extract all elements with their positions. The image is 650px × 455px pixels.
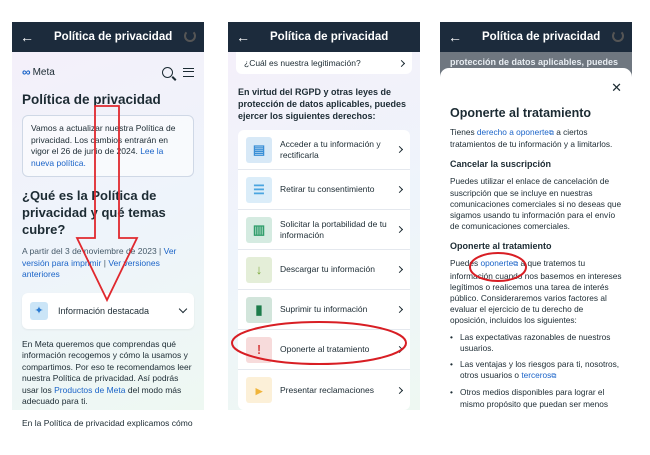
flag-icon: ▸	[246, 377, 272, 403]
sheet-title: Oponerte al tratamiento	[450, 106, 591, 120]
right-item[interactable]	[238, 170, 410, 210]
right-item-label: Presentar reclamaciones	[280, 384, 375, 395]
external-link-icon: ⧉	[551, 373, 557, 381]
chevron-down-icon	[179, 305, 187, 313]
right-item-label: Acceder a tu información y rectificarla	[280, 138, 381, 160]
back-arrow-icon[interactable]: ←	[236, 29, 250, 45]
meta-logo[interactable]	[22, 65, 55, 79]
right-item-label: Solicitar la portabilidad de tu información	[280, 218, 387, 240]
chevron-right-icon	[396, 346, 403, 353]
bullet-expectations: • Las expectativas razonables de nuestros usuarios.	[450, 332, 622, 354]
right-item[interactable]	[238, 250, 410, 290]
legitimation-item[interactable]	[236, 52, 412, 74]
object-text-start: Puedes	[450, 258, 479, 269]
unsubscribe-text: Puedes utilizar el enlace de cancelación de suscripción que se incluye en nuestras comunicaciones comerciales si no deseas que sigamos usando tu información para el envío de comunicaciones comerciales.	[450, 176, 622, 232]
rights-list	[238, 130, 410, 410]
object-text-end: a que tratemos tu información cuando nos basemos en intereses legítimos o realicemos una tarea de interés público. Consideraremos varios factores al evaluar el ejercicio de tu derecho de oposición, incluidos los siguientes:	[450, 258, 622, 326]
alert-icon: !	[246, 337, 272, 363]
trash-icon: ▮	[246, 297, 272, 323]
chevron-right-icon	[396, 226, 403, 233]
meta-products-link[interactable]: Productos de Meta	[54, 384, 126, 395]
bullet-other-means: • Otros medios disponibles para lograr el mismo propósito que puedan ser menos	[450, 387, 622, 409]
top-bar	[228, 22, 420, 52]
close-icon[interactable]: ✕	[611, 80, 622, 95]
chevron-right-icon	[396, 386, 403, 393]
right-item[interactable]	[238, 130, 410, 170]
date-separator: |	[103, 257, 106, 268]
screen-privacy-policy	[12, 22, 204, 428]
legitimation-label: ¿Cuál es nuestra legitimación?	[244, 58, 361, 68]
right-item[interactable]	[238, 210, 410, 250]
meta-infinity-icon: ∞	[22, 65, 31, 79]
intro-paragraph	[22, 339, 194, 408]
previous-versions-link[interactable]: Ver versiones anteriores	[22, 257, 160, 279]
print-version-link[interactable]: Ver versión para imprimir	[22, 246, 177, 268]
section-title: ¿Qué es la Política de privacidad y qué temas cubre?	[22, 188, 166, 237]
update-notice	[22, 115, 194, 177]
object-text	[450, 258, 622, 326]
chevron-right-icon	[398, 59, 405, 66]
chevron-right-icon	[396, 306, 403, 313]
right-item-label: Suprimir tu información	[280, 304, 368, 314]
featured-label: Información destacada	[58, 305, 150, 316]
background-text: protección de datos aplicables, puedes	[450, 57, 619, 67]
back-arrow-icon[interactable]: ←	[448, 29, 462, 45]
chevron-right-icon	[396, 186, 403, 193]
page-content	[12, 52, 204, 428]
top-bar	[440, 22, 632, 52]
header-title: Política de privacidad	[482, 31, 601, 43]
external-link-icon: ⧉	[548, 130, 554, 137]
date-info	[22, 246, 194, 281]
download-icon: ↓	[246, 257, 272, 283]
bullet-advantages-text: Las ventajas y los riesgos para ti, nosotros, otros usuarios o	[460, 359, 620, 381]
third-parties-link[interactable]: terceros	[521, 370, 552, 381]
object-link[interactable]: oponerte	[480, 258, 514, 269]
sheet-intro	[450, 127, 622, 150]
header-title: Política de privacidad	[54, 31, 173, 43]
right-item-label: Retirar tu consentimiento	[280, 184, 375, 194]
featured-info-accordion[interactable]	[22, 293, 194, 329]
second-paragraph: En la Política de privacidad explicamos cómo	[22, 417, 193, 428]
intro-text: Tienes	[450, 127, 475, 137]
notice-text: Vamos a actualizar nuestra Política de privacidad. Los cambios entrarán en vigor el 26 de junio de 2024.	[31, 123, 176, 156]
date-text: A partir del 3 de noviembre de 2023 |	[22, 246, 162, 256]
bullet-advantages	[450, 359, 622, 382]
top-bar	[12, 22, 204, 52]
right-item[interactable]	[238, 290, 410, 330]
new-policy-link[interactable]: Lee la nueva política.	[31, 146, 164, 168]
page-title: Política de privacidad	[22, 92, 161, 107]
back-arrow-icon[interactable]: ←	[20, 29, 34, 45]
right-item-label: Oponerte al tratamiento	[280, 344, 370, 354]
page-content	[228, 52, 420, 410]
right-to-object-link[interactable]: derecho a oponerte	[476, 127, 549, 137]
bottom-sheet	[440, 68, 632, 410]
sparkle-icon: ✦	[30, 302, 48, 320]
object-heading: Oponerte al tratamiento	[450, 241, 552, 252]
intro-text-end: a ciertos tratamientos de tu información y a limitarlos.	[450, 127, 613, 150]
right-item[interactable]	[238, 330, 410, 370]
chevron-right-icon	[396, 266, 403, 273]
menu-icon[interactable]	[183, 68, 194, 77]
list-icon: ☰	[246, 177, 272, 203]
reload-icon[interactable]	[184, 30, 196, 42]
logo-text: Meta	[32, 66, 55, 78]
book-icon: ▥	[246, 217, 272, 243]
right-item[interactable]	[238, 370, 410, 410]
search-icon[interactable]	[162, 67, 173, 78]
intro-text-end: del modo más adecuado para ti.	[22, 384, 182, 406]
chevron-right-icon	[396, 146, 403, 153]
unsubscribe-heading: Cancelar la suscripción	[450, 159, 552, 170]
rights-intro: En virtud del RGPD y otras leyes de protección de datos aplicables, puedes ejercer los siguientes derechos:	[238, 87, 407, 121]
reload-icon[interactable]	[612, 30, 624, 42]
right-item-label: Descargar tu información	[280, 264, 375, 274]
external-link-icon: ⧉	[513, 261, 519, 269]
id-card-icon: ▤	[246, 137, 272, 163]
intro-text: En Meta queremos que comprendas qué información recogemos y cómo la usamos y compartimos. Por eso te recomendamos leer nuestra Política de privacidad. Así podrás usar los	[22, 338, 192, 395]
screen-object-processing	[440, 22, 632, 410]
screen-rights-list	[228, 22, 420, 410]
header-title: Política de privacidad	[270, 31, 389, 43]
